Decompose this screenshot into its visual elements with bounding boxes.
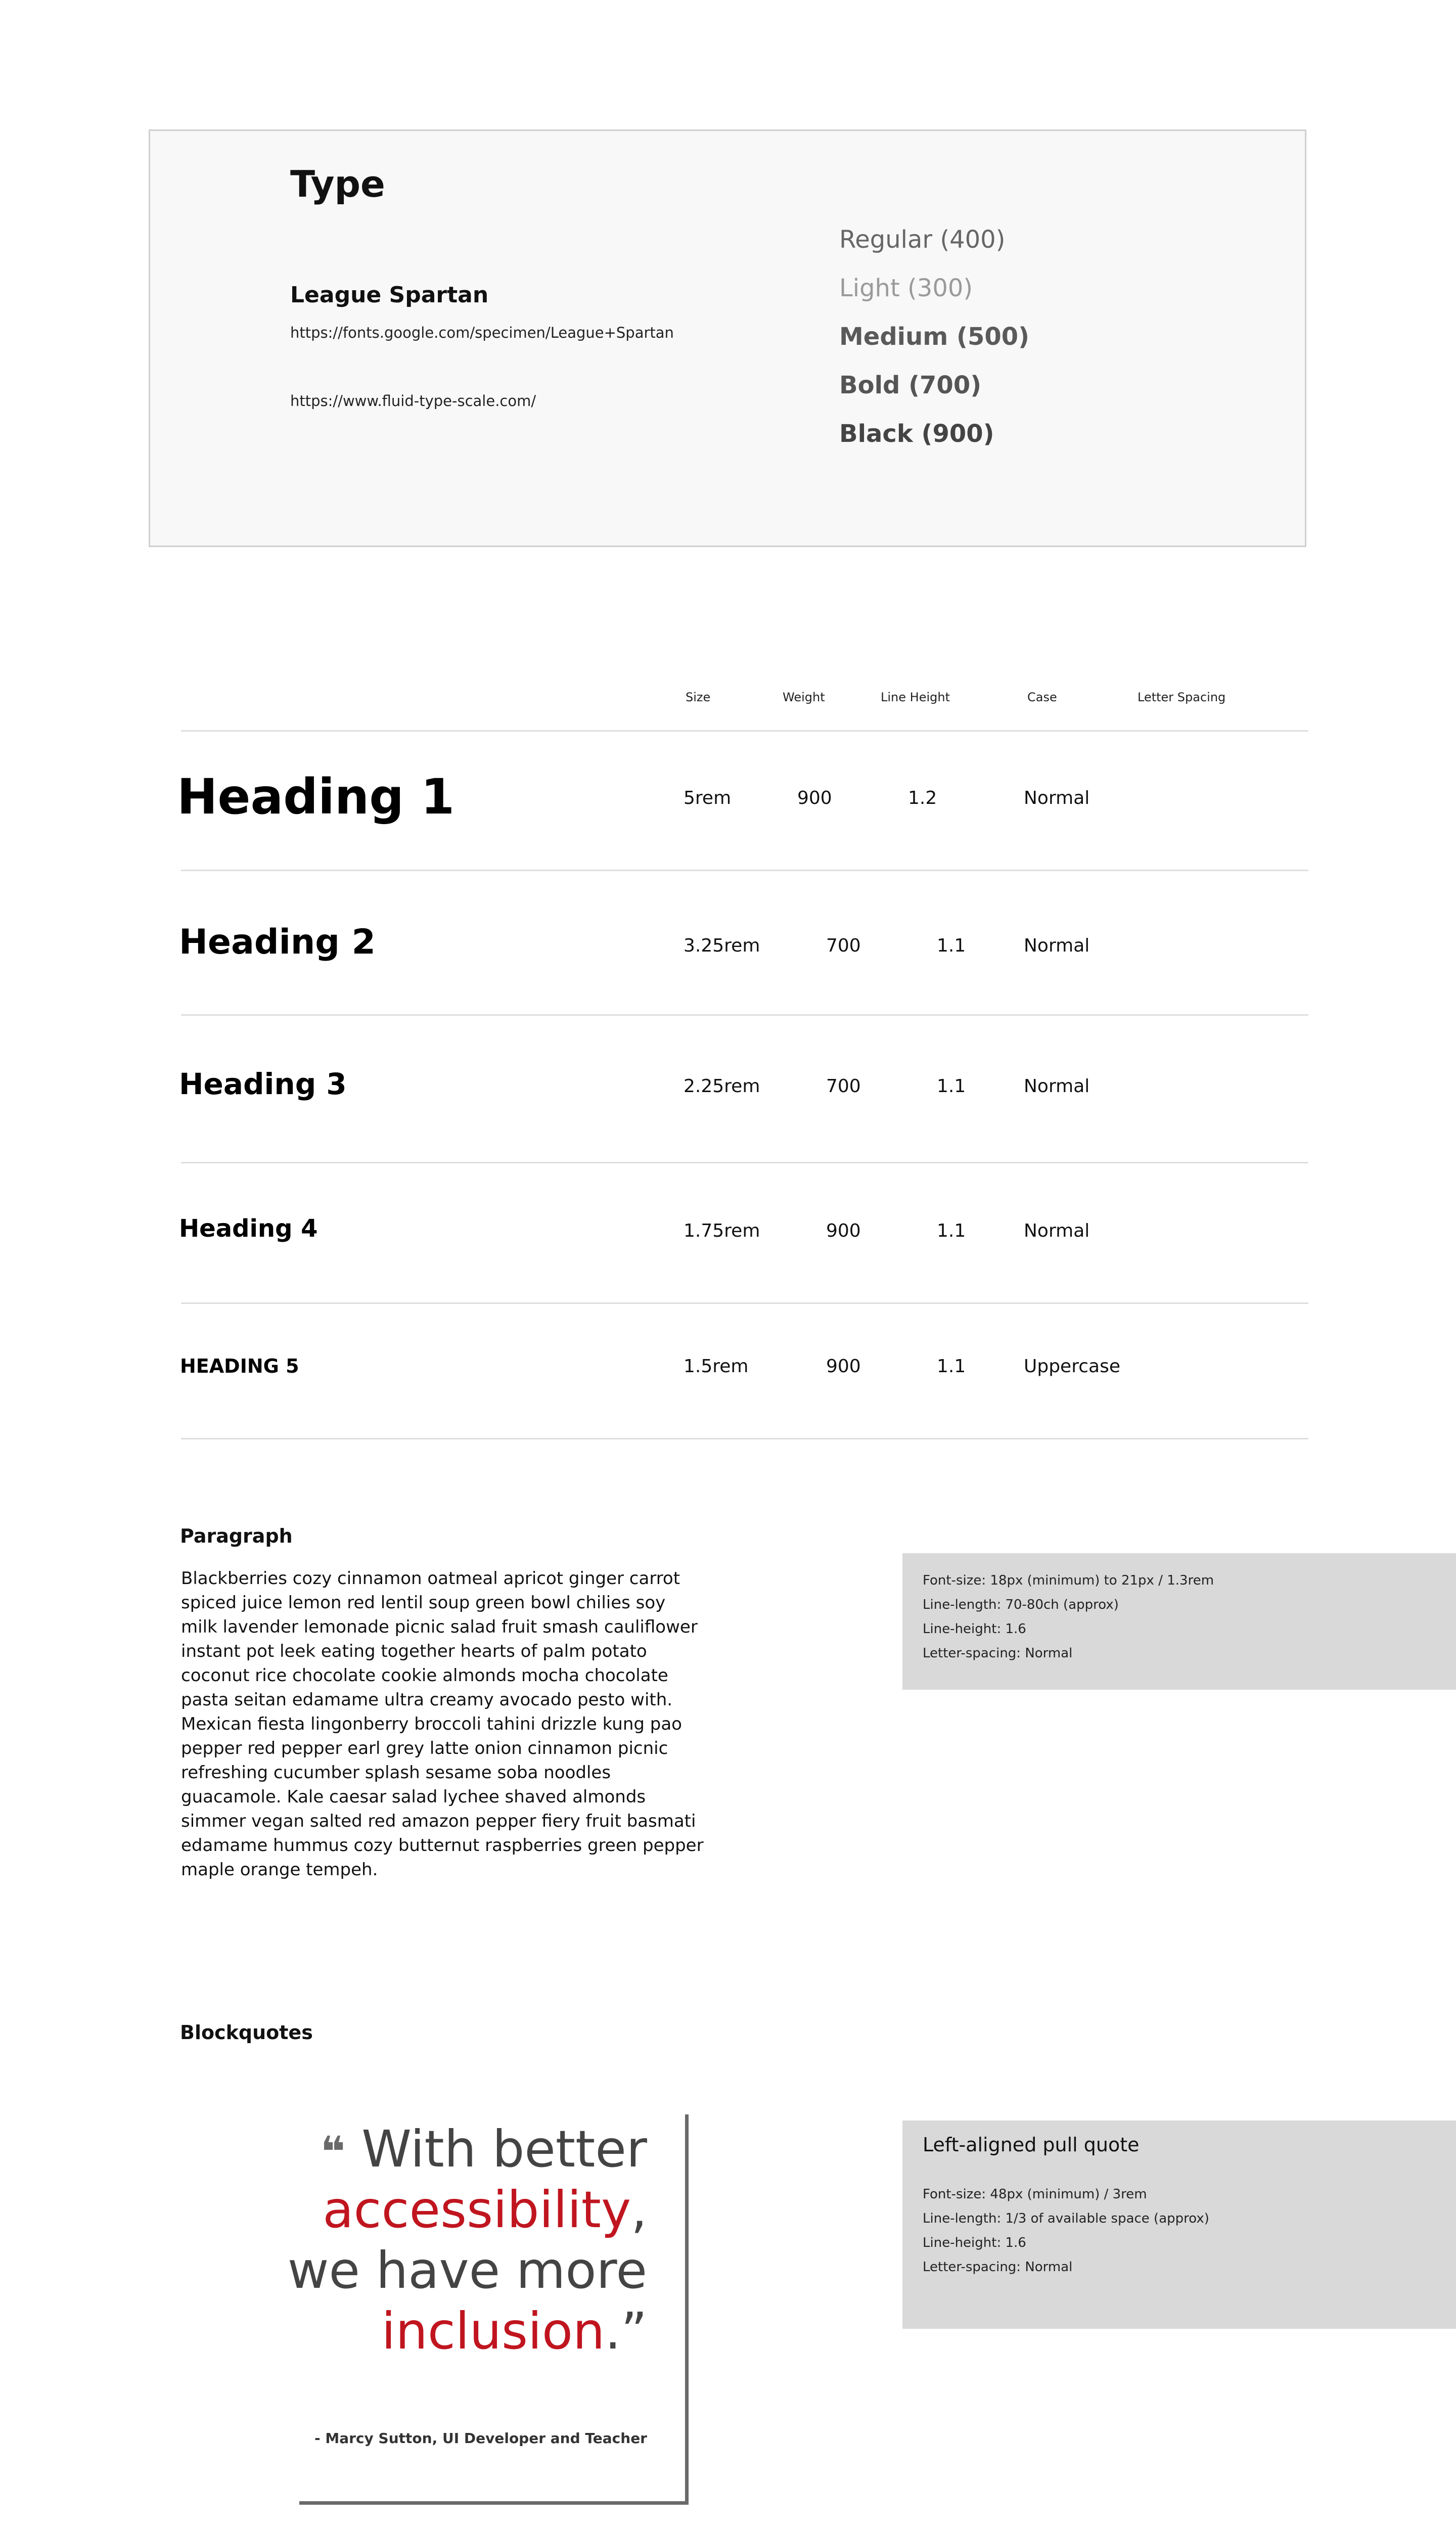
heading-5-weight: 900 — [826, 1356, 861, 1377]
heading-3-case: Normal — [1024, 1076, 1090, 1097]
heading-5-case: Uppercase — [1024, 1356, 1120, 1377]
col-header-line-height: Line Height — [881, 690, 950, 704]
table-divider — [181, 1302, 1308, 1304]
paragraph-spec-note — [902, 1553, 1456, 1690]
table-divider — [181, 870, 1308, 871]
heading-2-size: 3.25rem — [684, 935, 760, 956]
pull-quote-spec-line-height: Line-height: 1.6 — [923, 2235, 1026, 2250]
weight-black: Black (900) — [839, 420, 994, 448]
heading-3-size: 2.25rem — [684, 1076, 760, 1097]
weight-regular: Regular (400) — [839, 225, 1006, 254]
pull-quote-line-1 — [321, 2119, 647, 2179]
weight-light: Light (300) — [839, 274, 973, 302]
heading-5-line-height: 1.1 — [937, 1356, 966, 1377]
heading-1-weight: 900 — [797, 788, 832, 808]
pull-quote-comma: , — [631, 2180, 647, 2239]
pull-quote-close: .” — [605, 2301, 647, 2361]
heading-3-line-height: 1.1 — [937, 1076, 966, 1097]
google-fonts-link[interactable]: https://fonts.google.com/specimen/League+Spartan — [290, 324, 674, 341]
table-divider — [181, 730, 1308, 732]
col-header-weight: Weight — [783, 690, 825, 704]
weight-bold: Bold (700) — [839, 371, 982, 399]
font-name: League Spartan — [290, 282, 489, 308]
pull-quote-attribution: - Marcy Sutton, UI Developer and Teacher — [314, 2430, 647, 2447]
open-quote-icon: ❝ — [320, 2127, 346, 2177]
paragraph-label: Paragraph — [180, 1525, 293, 1547]
table-divider — [181, 1438, 1308, 1439]
heading-5-size: 1.5rem — [684, 1356, 749, 1377]
pull-quote-spec-title: Left-aligned pull quote — [923, 2134, 1140, 2156]
heading-1-case: Normal — [1024, 788, 1090, 808]
paragraph-spec-font-size: Font-size: 18px (minimum) to 21px / 1.3rem — [923, 1573, 1214, 1588]
pull-quote-text-1: With better — [361, 2119, 647, 2179]
heading-4-size: 1.75rem — [684, 1221, 760, 1241]
heading-2-case: Normal — [1024, 935, 1090, 956]
weight-medium: Medium (500) — [839, 323, 1030, 351]
paragraph-spec-line-length: Line-length: 70-80ch (approx) — [923, 1597, 1119, 1612]
heading-3-weight: 700 — [826, 1076, 861, 1097]
heading-2-weight: 700 — [826, 935, 861, 956]
heading-4-weight: 900 — [826, 1221, 861, 1241]
type-title: Type — [290, 163, 385, 205]
col-header-letter-spacing: Letter Spacing — [1138, 690, 1226, 704]
pull-quote-accent-inclusion: inclusion — [381, 2301, 605, 2361]
col-header-case: Case — [1027, 690, 1057, 704]
paragraph-sample: Blackberries cozy cinnamon oatmeal apricot ginger carrot spiced juice lemon red lentil soup green bowl chilies soy milk lavender lemonade picnic salad fruit smash cauliflower instant pot leek eating together hearts of palm potato coconut rice chocolate cookie almonds mocha chocolate pasta seitan edamame ultra creamy avocado pesto with. Mexican fiesta lingonberry broccoli tahini drizzle kung pao pepper red pepper earl grey latte onion cinnamon picnic refreshing cucumber splash sesame soba noodles guacamole. Kale caesar salad lychee shaved almonds simmer vegan salted red amazon pepper fiery fruit basmati edamame hummus cozy butternut raspberries green pepper maple orange tempeh. — [181, 1568, 704, 1880]
heading-3-sample: Heading 3 — [179, 1067, 347, 1101]
paragraph-spec-letter-spacing: Letter-spacing: Normal — [923, 1646, 1073, 1661]
blockquotes-label: Blockquotes — [180, 2021, 313, 2044]
heading-1-line-height: 1.2 — [908, 788, 937, 808]
heading-2-sample: Heading 2 — [179, 922, 376, 962]
pull-quote-spec-font-size: Font-size: 48px (minimum) / 3rem — [923, 2187, 1147, 2202]
heading-4-case: Normal — [1024, 1221, 1090, 1241]
heading-2-line-height: 1.1 — [937, 935, 966, 956]
pull-quote-line-4 — [382, 2301, 647, 2361]
pull-quote-line-3: we have more — [287, 2241, 647, 2300]
pull-quote-spec-line-length: Line-length: 1/3 of available space (approx) — [923, 2211, 1209, 2226]
paragraph-spec-line-height: Line-height: 1.6 — [923, 1621, 1026, 1637]
heading-1-size: 5rem — [684, 788, 732, 808]
fluid-type-scale-link[interactable]: https://www.fluid-type-scale.com/ — [290, 392, 536, 410]
heading-4-sample: Heading 4 — [179, 1214, 318, 1243]
table-divider — [181, 1162, 1308, 1163]
col-header-size: Size — [686, 690, 711, 704]
pull-quote-line-2 — [323, 2180, 647, 2239]
pull-quote-spec-letter-spacing: Letter-spacing: Normal — [923, 2260, 1073, 2275]
heading-5-sample: HEADING 5 — [180, 1355, 299, 1377]
heading-4-line-height: 1.1 — [937, 1221, 966, 1241]
table-divider — [181, 1014, 1308, 1016]
pull-quote-spec-note — [902, 2120, 1456, 2329]
heading-1-sample: Heading 1 — [177, 769, 455, 825]
pull-quote-accent-accessibility: accessibility — [323, 2180, 631, 2239]
